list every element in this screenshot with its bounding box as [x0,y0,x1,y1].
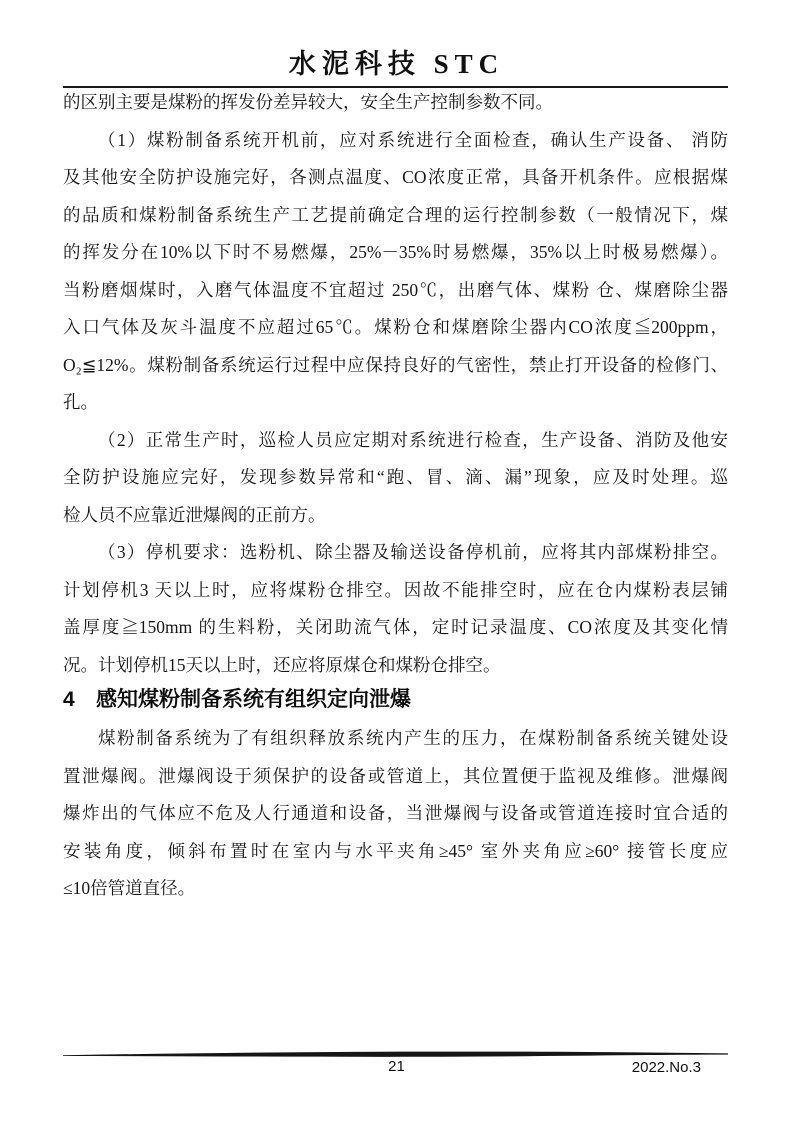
footer-rule [63,1047,728,1057]
footer-page-number: 21 [388,1058,405,1075]
paragraph-line: （3）停机要求：选粉机、除尘器及输送设备停机前，应将其内部煤粉排空。 [98,542,728,562]
paragraph-line: O₂≦12%。煤粉制备系统运行过程中应保持良好的气密性，禁止打开设备的检修门、 [63,354,728,375]
paragraph-line: 置泄爆阀。泄爆阀设于须保护的设备或管道上，其位置便于监视及维修。泄爆阀 [63,765,728,786]
paragraph-line: 及其他安全防护设施完好，各测点温度、CO浓度正常，具备开机条件。应根据煤 [63,167,728,187]
paragraph-line: 全防护设施应完好，发现参数异常和“跑、冒、滴、漏”现象，应及时处理。巡 [63,467,728,487]
paragraph-line: 当粉磨烟煤时，入磨气体温度不宜超过 250℃，出磨气体、煤粉 仓、煤磨除尘器 [63,279,728,300]
paragraph-line: 的品质和煤粉制备系统生产工艺提前确定合理的运行控制参数（一般情况下，煤 [63,204,728,225]
paragraph-line: 计划停机3 天以上时，应将煤粉仓排空。因故不能排空时，应在仓内煤粉表层铺 [63,579,728,600]
continuation-line: 的区别主要是煤粉的挥发份差异较大，安全生产控制参数不同。 [63,92,553,112]
paragraph-line: 的挥发分在10%以下时不易燃爆，25%－35%时易燃爆，35%以上时极易燃爆）。 [63,242,728,262]
paragraph-line: 孔。 [63,392,98,412]
paragraph-line: 爆炸出的气体应不危及人行通道和设备，当泄爆阀与设备或管道连接时宜合适的 [63,803,728,823]
paragraph-line: （1）煤粉制备系统开机前，应对系统进行全面检查，确认生产设备、 消防 [98,129,728,150]
paragraph-line: （2）正常生产时，巡检人员应定期对系统进行检查，生产设备、消防及他安 [98,429,728,450]
paragraph-line: 盖厚度≧150mm 的生料粉，关闭助流气体，定时记录温度、CO浓度及其变化情 [63,617,728,637]
section-title: 感知煤粉制备系统有组织定向泄爆 [96,688,411,711]
journal-title: 水泥科技 STC [288,49,505,79]
footer-issue-label: 2022.No.3 [631,1059,701,1076]
paragraph-line: 检人员不应靠近泄爆阀的正前方。 [63,504,326,525]
section-heading [63,682,728,718]
section-number: 4 [63,688,75,711]
body-text [63,84,728,908]
paragraph-line: 煤粉制备系统为了有组织释放系统内产生的压力，在煤粉制备系统关键处设 [98,728,728,748]
paragraph-line: 安装角度，倾斜布置时在室内与水平夹角≥45° 室外夹角应≥60° 接管长度应 [63,840,728,861]
paragraph-line: 入口气体及灰斗温度不应超过65℃。煤粉仓和煤磨除尘器内CO浓度≦200ppm， [63,317,728,337]
paragraph-line: 况。计划停机15天以上时，还应将原煤仓和煤粉仓排空。 [63,654,501,675]
paragraph-line: ≤10倍管道直径。 [63,878,196,898]
